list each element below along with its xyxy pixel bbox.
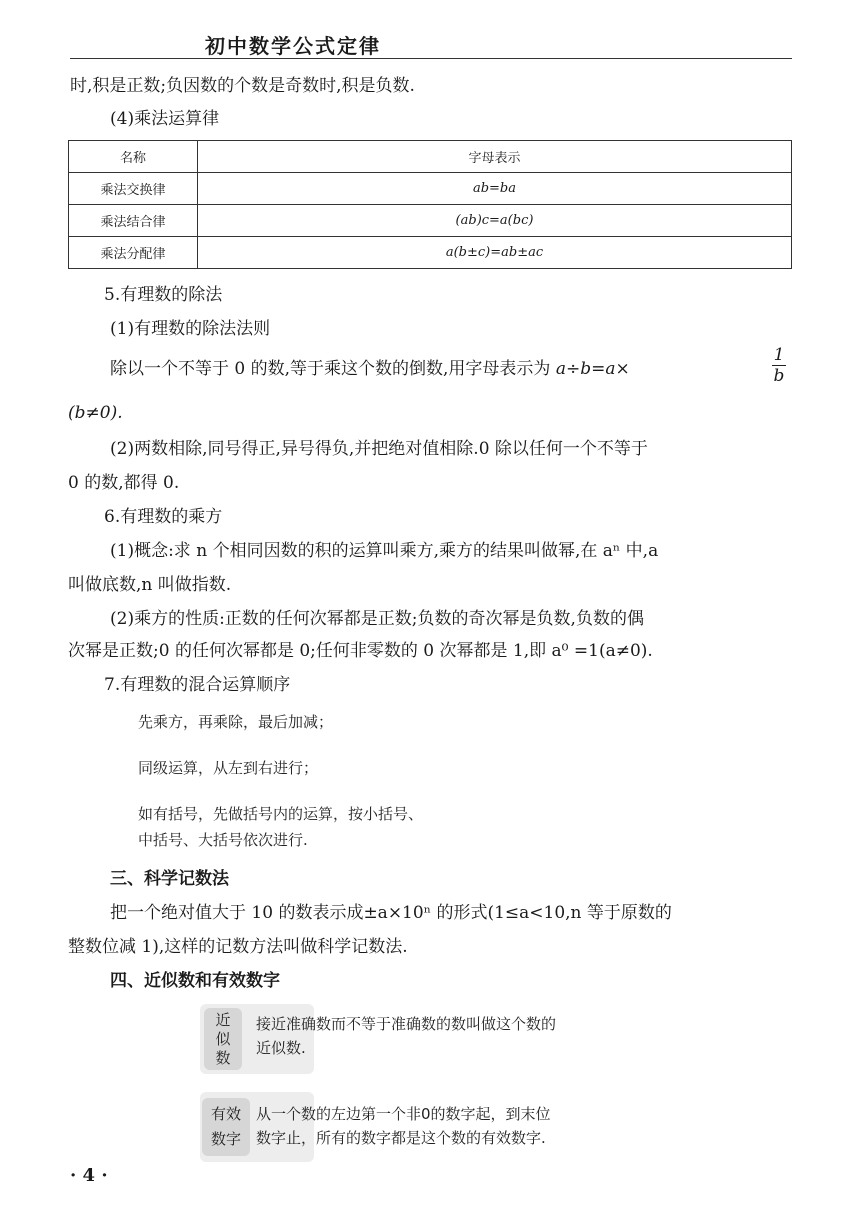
text-line: 次幂是正数;0 的任何次幂都是 0;任何非零数的 0 次幂都是 1,即 a⁰ =1(a≠0). [68, 641, 653, 661]
section-heading: 6.有理数的乘方 [104, 507, 223, 527]
text-line: (b≠0). [68, 403, 123, 423]
approx-number-definition [256, 1012, 556, 1060]
section-heading: 7.有理数的混合运算顺序 [104, 675, 291, 695]
page-number: · 4 · [70, 1165, 108, 1186]
subsection-heading: (1)有理数的除法法则 [110, 319, 271, 339]
table-header-cell: 名称 [69, 141, 198, 173]
approx-label-char: 似 [215, 1030, 231, 1048]
significant-figures-label [202, 1098, 250, 1156]
definition-line: 近似数. [256, 1039, 306, 1057]
order-step: 中括号、大括号依次进行. [138, 831, 308, 849]
text-line: (2)两数相除,同号得正,异号得负,并把绝对值相除.0 除以任何一个不等于 [110, 439, 648, 459]
section-heading: 三、科学记数法 [110, 869, 229, 889]
running-header-title: 初中数学公式定律 [205, 34, 381, 58]
law-formula-cell: a(b±c)=ab±ac [198, 237, 792, 269]
table-row [69, 205, 792, 237]
definition-line: 接近准确数而不等于准确数的数叫做这个数的 [256, 1015, 557, 1033]
text-line [110, 358, 630, 380]
definition-line: 从一个数的左边第一个非0的数字起，到末位 [256, 1105, 551, 1123]
fraction-denominator: b [773, 366, 785, 386]
approx-label-char: 近 [215, 1011, 231, 1029]
text-line: (1)概念:求 n 个相同因数的积的运算叫乘方,乘方的结果叫做幂,在 aⁿ 中,a [110, 541, 659, 561]
subsection-heading: (4)乘法运算律 [110, 109, 220, 129]
division-formula: a÷b=a× [555, 359, 630, 379]
text-line: 整数位减 1),这样的记数方法叫做科学记数法. [68, 937, 408, 957]
table-row [69, 173, 792, 205]
text-line: 叫做底数,n 叫做指数. [68, 575, 232, 595]
sig-label-line: 数字 [210, 1130, 241, 1148]
approx-number-label [204, 1008, 242, 1070]
law-name-cell: 乘法结合律 [69, 205, 198, 237]
table-header-cell: 字母表示 [198, 141, 792, 173]
law-name-cell: 乘法分配律 [69, 237, 198, 269]
law-formula-cell: ab=ba [198, 173, 792, 205]
law-formula-cell: (ab)c=a(bc) [198, 205, 792, 237]
text-line: (2)乘方的性质:正数的任何次幂都是正数;负数的奇次幂是负数,负数的偶 [110, 609, 644, 629]
text-line: 0 的数,都得 0. [68, 473, 180, 493]
section-heading: 四、近似数和有效数字 [110, 971, 280, 991]
order-step: 同级运算，从左到右进行； [138, 759, 319, 777]
law-name-cell: 乘法交换律 [69, 173, 198, 205]
fraction-numerator: 1 [773, 345, 785, 365]
division-rule-text: 除以一个不等于 0 的数,等于乘这个数的倒数,用字母表示为 [110, 359, 556, 379]
section-heading: 5.有理数的除法 [104, 285, 223, 305]
order-step: 先乘方，再乘除，最后加减； [138, 713, 334, 731]
significant-figures-definition [256, 1102, 551, 1150]
definition-line: 数字止，所有的数字都是这个数的有效数字. [256, 1129, 546, 1147]
fraction-one-over-b [772, 346, 786, 386]
table-row [69, 237, 792, 269]
approx-label-char: 数 [215, 1049, 231, 1067]
table-header-row [69, 141, 792, 173]
multiplication-laws-table [68, 140, 792, 269]
header-rule [70, 58, 792, 59]
text-line: 时,积是正数;负因数的个数是奇数时,积是负数. [70, 76, 415, 96]
sig-label-line: 有效 [210, 1105, 241, 1123]
order-step: 如有括号，先做括号内的运算，按小括号、 [138, 805, 424, 823]
text-line: 把一个绝对值大于 10 的数表示成±a×10ⁿ 的形式(1≤a<10,n 等于原数的 [110, 903, 672, 923]
